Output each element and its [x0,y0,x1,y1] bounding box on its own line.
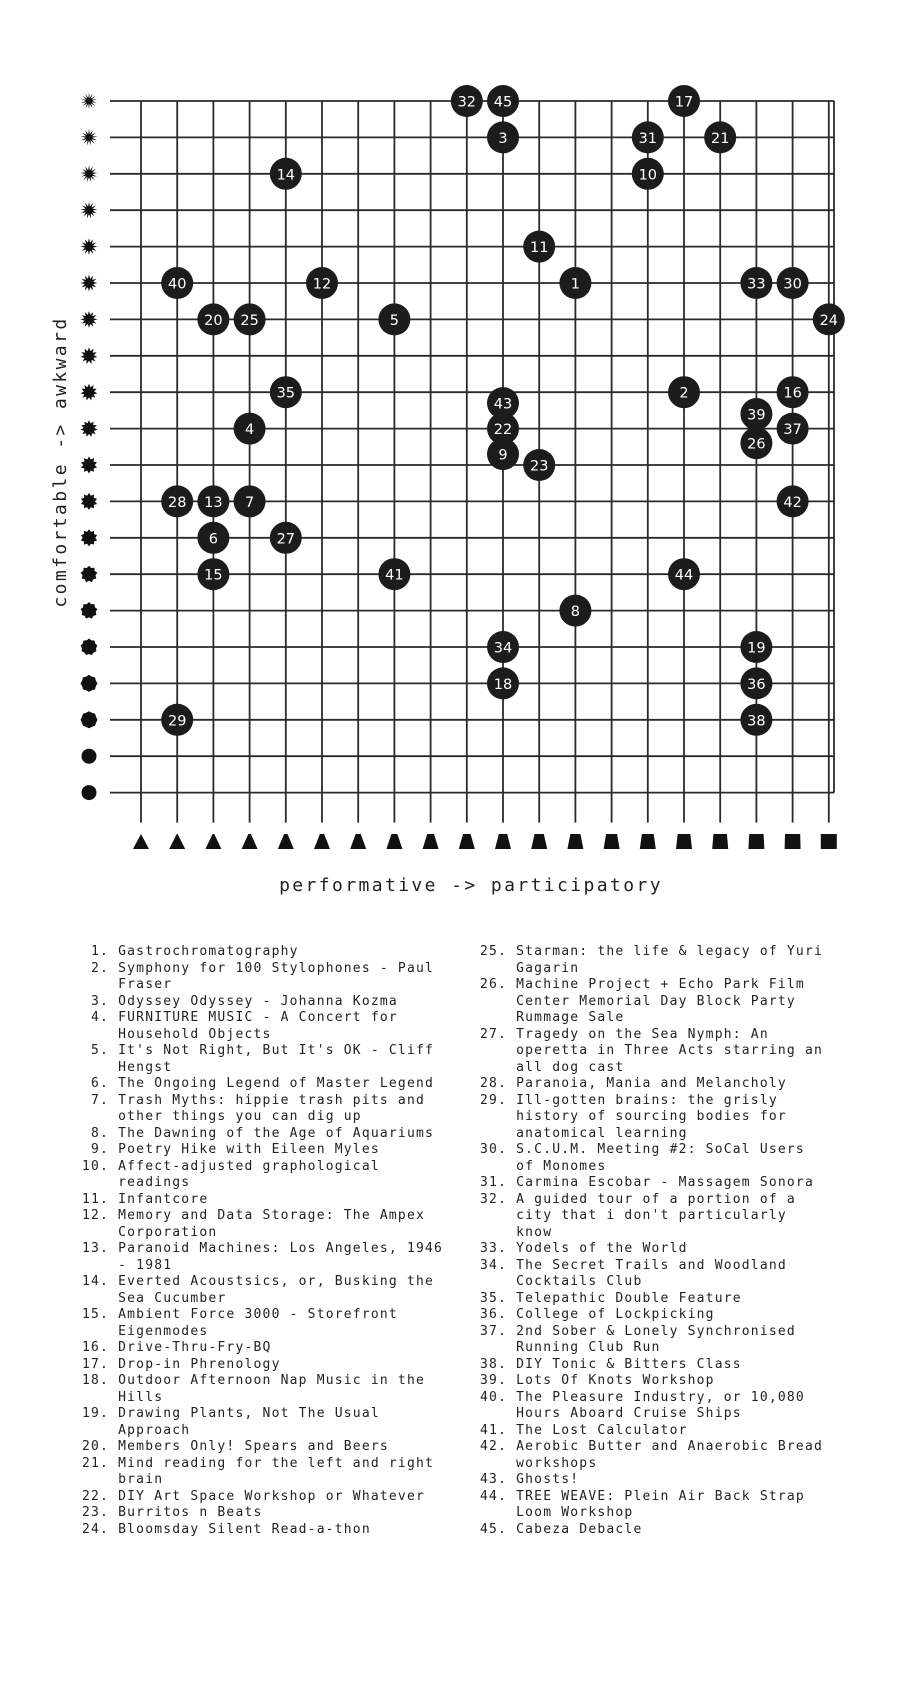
legend-item-text: FURNITURE MUSIC - A Concert for Household Objects [118,1010,398,1042]
legend-item-text: Odyssey Odyssey - Johanna Kozma [118,993,398,1009]
legend-item-text: Memory and Data Storage: The Ampex Corporation [118,1208,426,1240]
legend-item-text: Paranoid Machines: Los Angeles, 1946 - 1981 [118,1241,444,1273]
legend-item-text: Burritos n Beats [118,1505,263,1520]
point-31 [632,121,664,153]
x-marker [495,834,511,849]
y-axis-markers [81,93,98,801]
point-label: 17 [674,94,694,111]
point-25 [234,303,266,335]
x-marker [386,834,402,849]
point-label: 16 [783,385,802,402]
legend-item [82,1192,452,1209]
legend-item-text: Drive-Thru-Fry-BQ [118,1340,272,1355]
point-29 [161,704,193,736]
legend-item-number: 14. [82,1274,119,1289]
x-marker [459,834,475,849]
legend-item-text: Affect-adjusted graphological readings [118,1158,380,1190]
legend-item-text: The Dawning of the Age of Aquariums [118,1125,435,1141]
point-label: 15 [204,567,223,584]
legend-item [82,1126,452,1143]
point-21 [704,121,736,153]
point-label: 37 [783,422,802,439]
legend-item [480,1076,830,1093]
point-label: 35 [276,385,296,402]
legend-item-number: 42. [480,1439,517,1454]
legend-item-text: Drawing Plants, Not The Usual Approach [118,1406,380,1438]
point-26 [740,427,772,459]
point-label: 34 [493,640,513,657]
point-label: 42 [783,494,802,511]
x-axis-label: performative -> participatory [279,875,663,896]
legend-item [82,994,452,1011]
point-30 [777,267,809,299]
legend-item [480,1472,830,1489]
x-marker [748,834,764,849]
y-axis-label: comfortable -> awkward [50,316,71,608]
point-34 [487,631,519,663]
point-label: 38 [747,713,766,730]
legend-item-text: 2nd Sober & Lonely Synchronised Running Club Run [516,1323,796,1355]
legend-item [480,1522,830,1539]
legend-item-text: Mind reading for the left and right brain [118,1455,435,1487]
point-label: 45 [493,94,513,111]
legend-item-text: Symphony for 100 Stylophones - Paul Fraser [118,960,435,992]
y-marker [81,238,98,255]
point-27 [270,522,302,554]
point-label: 8 [570,604,581,621]
legend-item-number: 40. [480,1389,517,1405]
point-5 [378,303,410,335]
point-14 [270,158,302,190]
point-8 [559,595,591,627]
point-label: 11 [529,240,549,257]
legend-item-number: 34. [480,1257,517,1273]
point-label: 12 [312,276,332,293]
legend-item-text: College of Lockpicking [516,1307,715,1322]
legend-item [480,1175,830,1192]
legend-item-text: Members Only! Spears and Beers [118,1439,389,1454]
point-label: 10 [638,167,658,184]
legend-item-number: 38. [480,1356,517,1372]
point-label: 13 [204,494,223,511]
legend-item-number: 8. [82,1125,119,1141]
x-marker [604,834,620,849]
legend-item [480,1489,830,1522]
x-marker [242,834,258,849]
point-13 [197,485,229,517]
y-marker [81,675,98,692]
legend-right-column [480,944,830,1538]
y-marker [81,129,98,146]
legend-item-number: 19. [82,1406,119,1421]
legend-item-text: Cabeza Debacle [516,1521,643,1537]
legend-item [480,1357,830,1374]
legend-item-number: 18. [82,1373,119,1388]
legend-item-text: Infantcore [118,1191,209,1207]
legend-item [480,1291,830,1308]
y-marker [81,493,97,510]
legend-item [82,1456,452,1489]
legend-item [480,944,830,977]
point-label: 41 [385,567,404,584]
legend-item-number: 11. [82,1191,119,1207]
x-marker [785,834,801,849]
x-marker [278,834,294,849]
legend-item-text: TREE WEAVE: Plein Air Back Strap Loom Workshop [516,1488,805,1520]
legend-item-text: Ambient Force 3000 - Storefront Eigenmodes [118,1307,398,1339]
y-marker [82,749,97,764]
point-label: 44 [674,567,694,584]
legend-item [480,1027,830,1077]
legend-item [82,1522,452,1539]
legend-item-number: 13. [82,1241,119,1256]
point-38 [740,704,772,736]
point-23 [523,449,555,481]
x-marker [133,834,149,849]
legend-item-number: 23. [82,1505,119,1520]
point-label: 6 [208,531,219,548]
point-44 [668,558,700,590]
legend-item-text: Ghosts! [516,1472,580,1487]
legend-item [82,1076,452,1093]
legend-item-text: Ill-gotten brains: the grisly history of sourcing bodies for anatomical learning [516,1092,787,1141]
point-19 [740,631,772,663]
legend-item [82,1357,452,1374]
point-12 [306,267,338,299]
legend-item-text: Telepathic Double Feature [516,1290,742,1306]
legend-item [480,1192,830,1242]
point-label: 14 [276,167,296,184]
legend-item-text: The Secret Trails and Woodland Cocktails Club [516,1257,787,1289]
legend-item-text: Machine Project + Echo Park Film Center Memorial Day Block Party Rummage Sale [516,977,805,1025]
y-marker [81,420,98,437]
point-41 [378,558,410,590]
legend-item-text: Aerobic Butter and Anaerobic Bread workshops [516,1439,824,1471]
point-label: 39 [747,407,766,424]
legend-item [82,1159,452,1192]
point-1 [559,267,591,299]
legend-item-text: DIY Art Space Workshop or Whatever [118,1488,426,1504]
legend-item [82,1489,452,1506]
x-marker [350,834,366,849]
point-32 [451,85,483,117]
y-marker [81,566,98,582]
legend-item-text: A guided tour of a portion of a city that i don't particularly know [516,1191,796,1240]
legend-item-text: The Pleasure Industry, or 10,080 Hours Aboard Cruise Ships [516,1389,805,1421]
legend-item [480,1093,830,1143]
legend-item [82,1010,452,1043]
x-marker [169,834,185,849]
point-label: 40 [167,276,187,293]
legend-item-text: Tragedy on the Sea Nymph: An operetta in Three Acts starring an all dog cast [516,1026,824,1075]
point-label: 28 [167,494,187,511]
legend-item [480,1373,830,1390]
point-label: 25 [240,312,259,329]
x-marker [676,834,692,849]
x-marker [531,834,547,849]
point-label: 26 [747,436,766,453]
point-label: 3 [498,130,508,147]
legend-item-text: DIY Tonic & Bitters Class [516,1356,742,1372]
legend-item [82,1093,452,1126]
legend-item-text: The Ongoing Legend of Master Legend [118,1076,435,1091]
point-24 [813,303,845,335]
legend-item-number: 20. [82,1439,119,1454]
legend-item-number: 9. [82,1142,119,1157]
legend-item [82,1406,452,1439]
point-6 [197,522,229,554]
y-marker [81,93,98,110]
legend-item-number: 21. [82,1455,119,1471]
point-3 [487,121,519,153]
point-label: 33 [747,276,766,293]
point-label: 30 [783,276,802,293]
legend-item [82,1142,452,1159]
legend-item-text: Gastrochromatography [118,944,299,959]
legend-item-number: 31. [480,1175,517,1190]
point-42 [777,485,809,517]
chart-grid [110,101,834,823]
legend-item [480,1390,830,1423]
legend-item-number: 17. [82,1356,119,1372]
point-7 [234,485,266,517]
point-label: 1 [570,276,581,293]
legend-item-text: Outdoor Afternoon Nap Music in the Hills [118,1373,426,1405]
point-label: 22 [493,422,513,439]
legend-item [480,1324,830,1357]
point-37 [777,413,809,445]
x-marker [205,834,221,849]
legend-item-number: 37. [480,1323,517,1339]
y-marker [81,529,97,546]
legend-item-number: 24. [82,1521,119,1537]
point-4 [234,413,266,445]
legend-item-text: Carmina Escobar - Massagem Sonora [516,1175,814,1190]
point-label: 2 [679,385,689,402]
legend-item-number: 30. [480,1142,517,1157]
legend-item-number: 41. [480,1422,517,1438]
point-11 [523,231,555,263]
y-marker [81,457,97,474]
legend-item-number: 45. [480,1521,517,1537]
legend-item-number: 2. [82,960,119,976]
point-label: 23 [529,458,549,475]
point-35 [270,376,302,408]
legend-item-text: Poetry Hike with Eileen Myles [118,1142,380,1157]
point-2 [668,376,700,408]
legend-item-text: Yodels of the World [516,1241,688,1256]
point-15 [197,558,229,590]
point-label: 4 [244,422,255,439]
y-marker [81,275,98,292]
point-28 [161,485,193,517]
x-marker [423,834,439,849]
legend-item-text: Paranoia, Mania and Melancholy [516,1076,787,1091]
y-marker [81,384,98,401]
legend-item-number: 16. [82,1340,119,1355]
legend-item-text: Drop-in Phrenology [118,1356,281,1372]
point-18 [487,667,519,699]
legend-item-text: Everted Acoustsics, or, Busking the Sea Cucumber [118,1274,435,1306]
point-36 [740,667,772,699]
legend-item-number: 6. [82,1076,119,1091]
x-marker [712,834,728,849]
x-marker [567,834,583,849]
point-label: 31 [638,130,658,147]
legend-item [82,1274,452,1307]
point-45 [487,85,519,117]
legend-item-number: 26. [480,977,517,992]
legend-item [480,1241,830,1258]
point-label: 24 [819,312,839,329]
point-label: 21 [710,130,730,147]
legend-item-number: 7. [82,1092,119,1108]
legend-item-number: 3. [82,993,119,1009]
legend-item [82,1505,452,1522]
point-10 [632,158,664,190]
legend-item-number: 4. [82,1010,119,1025]
point-label: 20 [204,312,223,329]
legend-item-text: Bloomsday Silent Read-a-thon [118,1521,371,1537]
point-33 [740,267,772,299]
point-label: 29 [167,713,187,730]
legend-item-number: 27. [480,1026,517,1042]
point-label: 43 [493,396,513,413]
point-label: 27 [276,531,296,548]
point-label: 36 [747,676,766,693]
legend-item-number: 28. [480,1076,517,1091]
point-20 [197,303,229,335]
point-39 [740,398,772,430]
legend-item-text: The Lost Calculator [516,1422,688,1438]
legend-left-column [82,944,452,1538]
legend-item [82,1373,452,1406]
legend-item [480,1258,830,1291]
legend-item [82,1340,452,1357]
point-label: 32 [457,94,477,111]
point-40 [161,267,193,299]
legend-item [82,1241,452,1274]
legend-item-text: S.C.U.M. Meeting #2: SoCal Users of Monomes [516,1142,805,1174]
y-marker [81,311,98,328]
legend-item [82,961,452,994]
legend-item-text: It's Not Right, But It's OK - Cliff Hengst [118,1043,435,1075]
x-axis-markers [133,834,837,849]
legend-item-number: 12. [82,1208,119,1223]
legend-item [82,1208,452,1241]
y-marker [81,639,98,655]
y-marker [81,347,98,364]
legend-item [82,1439,452,1456]
legend-item-number: 36. [480,1307,517,1322]
y-marker [81,165,98,182]
legend-item [480,1423,830,1440]
legend-item-number: 35. [480,1290,517,1306]
legend-item-number: 5. [82,1043,119,1058]
legend-item [82,944,452,961]
legend-item-number: 10. [82,1158,119,1174]
legend-item-number: 43. [480,1472,517,1487]
legend-item-number: 15. [82,1307,119,1322]
x-marker [640,834,656,849]
legend-item-number: 25. [480,944,517,959]
legend-item-number: 29. [480,1092,517,1108]
point-17 [668,85,700,117]
legend-item-text: Starman: the life & legacy of Yuri Gagarin [516,944,824,976]
legend-item [480,977,830,1027]
legend-item-number: 1. [82,944,119,959]
legend-item [82,1307,452,1340]
point-label: 7 [244,494,255,511]
point-label: 19 [747,640,766,657]
legend-item-number: 32. [480,1191,517,1207]
legend-item [480,1142,830,1175]
legend-item-text: Lots Of Knots Workshop [516,1373,715,1388]
point-16 [777,376,809,408]
y-marker [81,202,98,219]
legend-item [480,1439,830,1472]
legend-item [82,1043,452,1076]
legend-item-number: 22. [82,1488,119,1504]
point-label: 5 [389,312,400,329]
x-marker [314,834,330,849]
x-marker [821,834,837,849]
legend-item-number: 44. [480,1488,517,1504]
legend-item-text: Trash Myths: hippie trash pits and other things you can dig up [118,1092,426,1124]
y-marker [81,711,98,728]
y-marker [81,602,98,618]
point-43 [487,387,519,419]
legend-item-number: 33. [480,1241,517,1256]
legend-item-number: 39. [480,1373,517,1388]
point-label: 9 [498,447,508,464]
y-marker [82,785,97,800]
point-label: 18 [493,676,513,693]
legend-item [480,1307,830,1324]
